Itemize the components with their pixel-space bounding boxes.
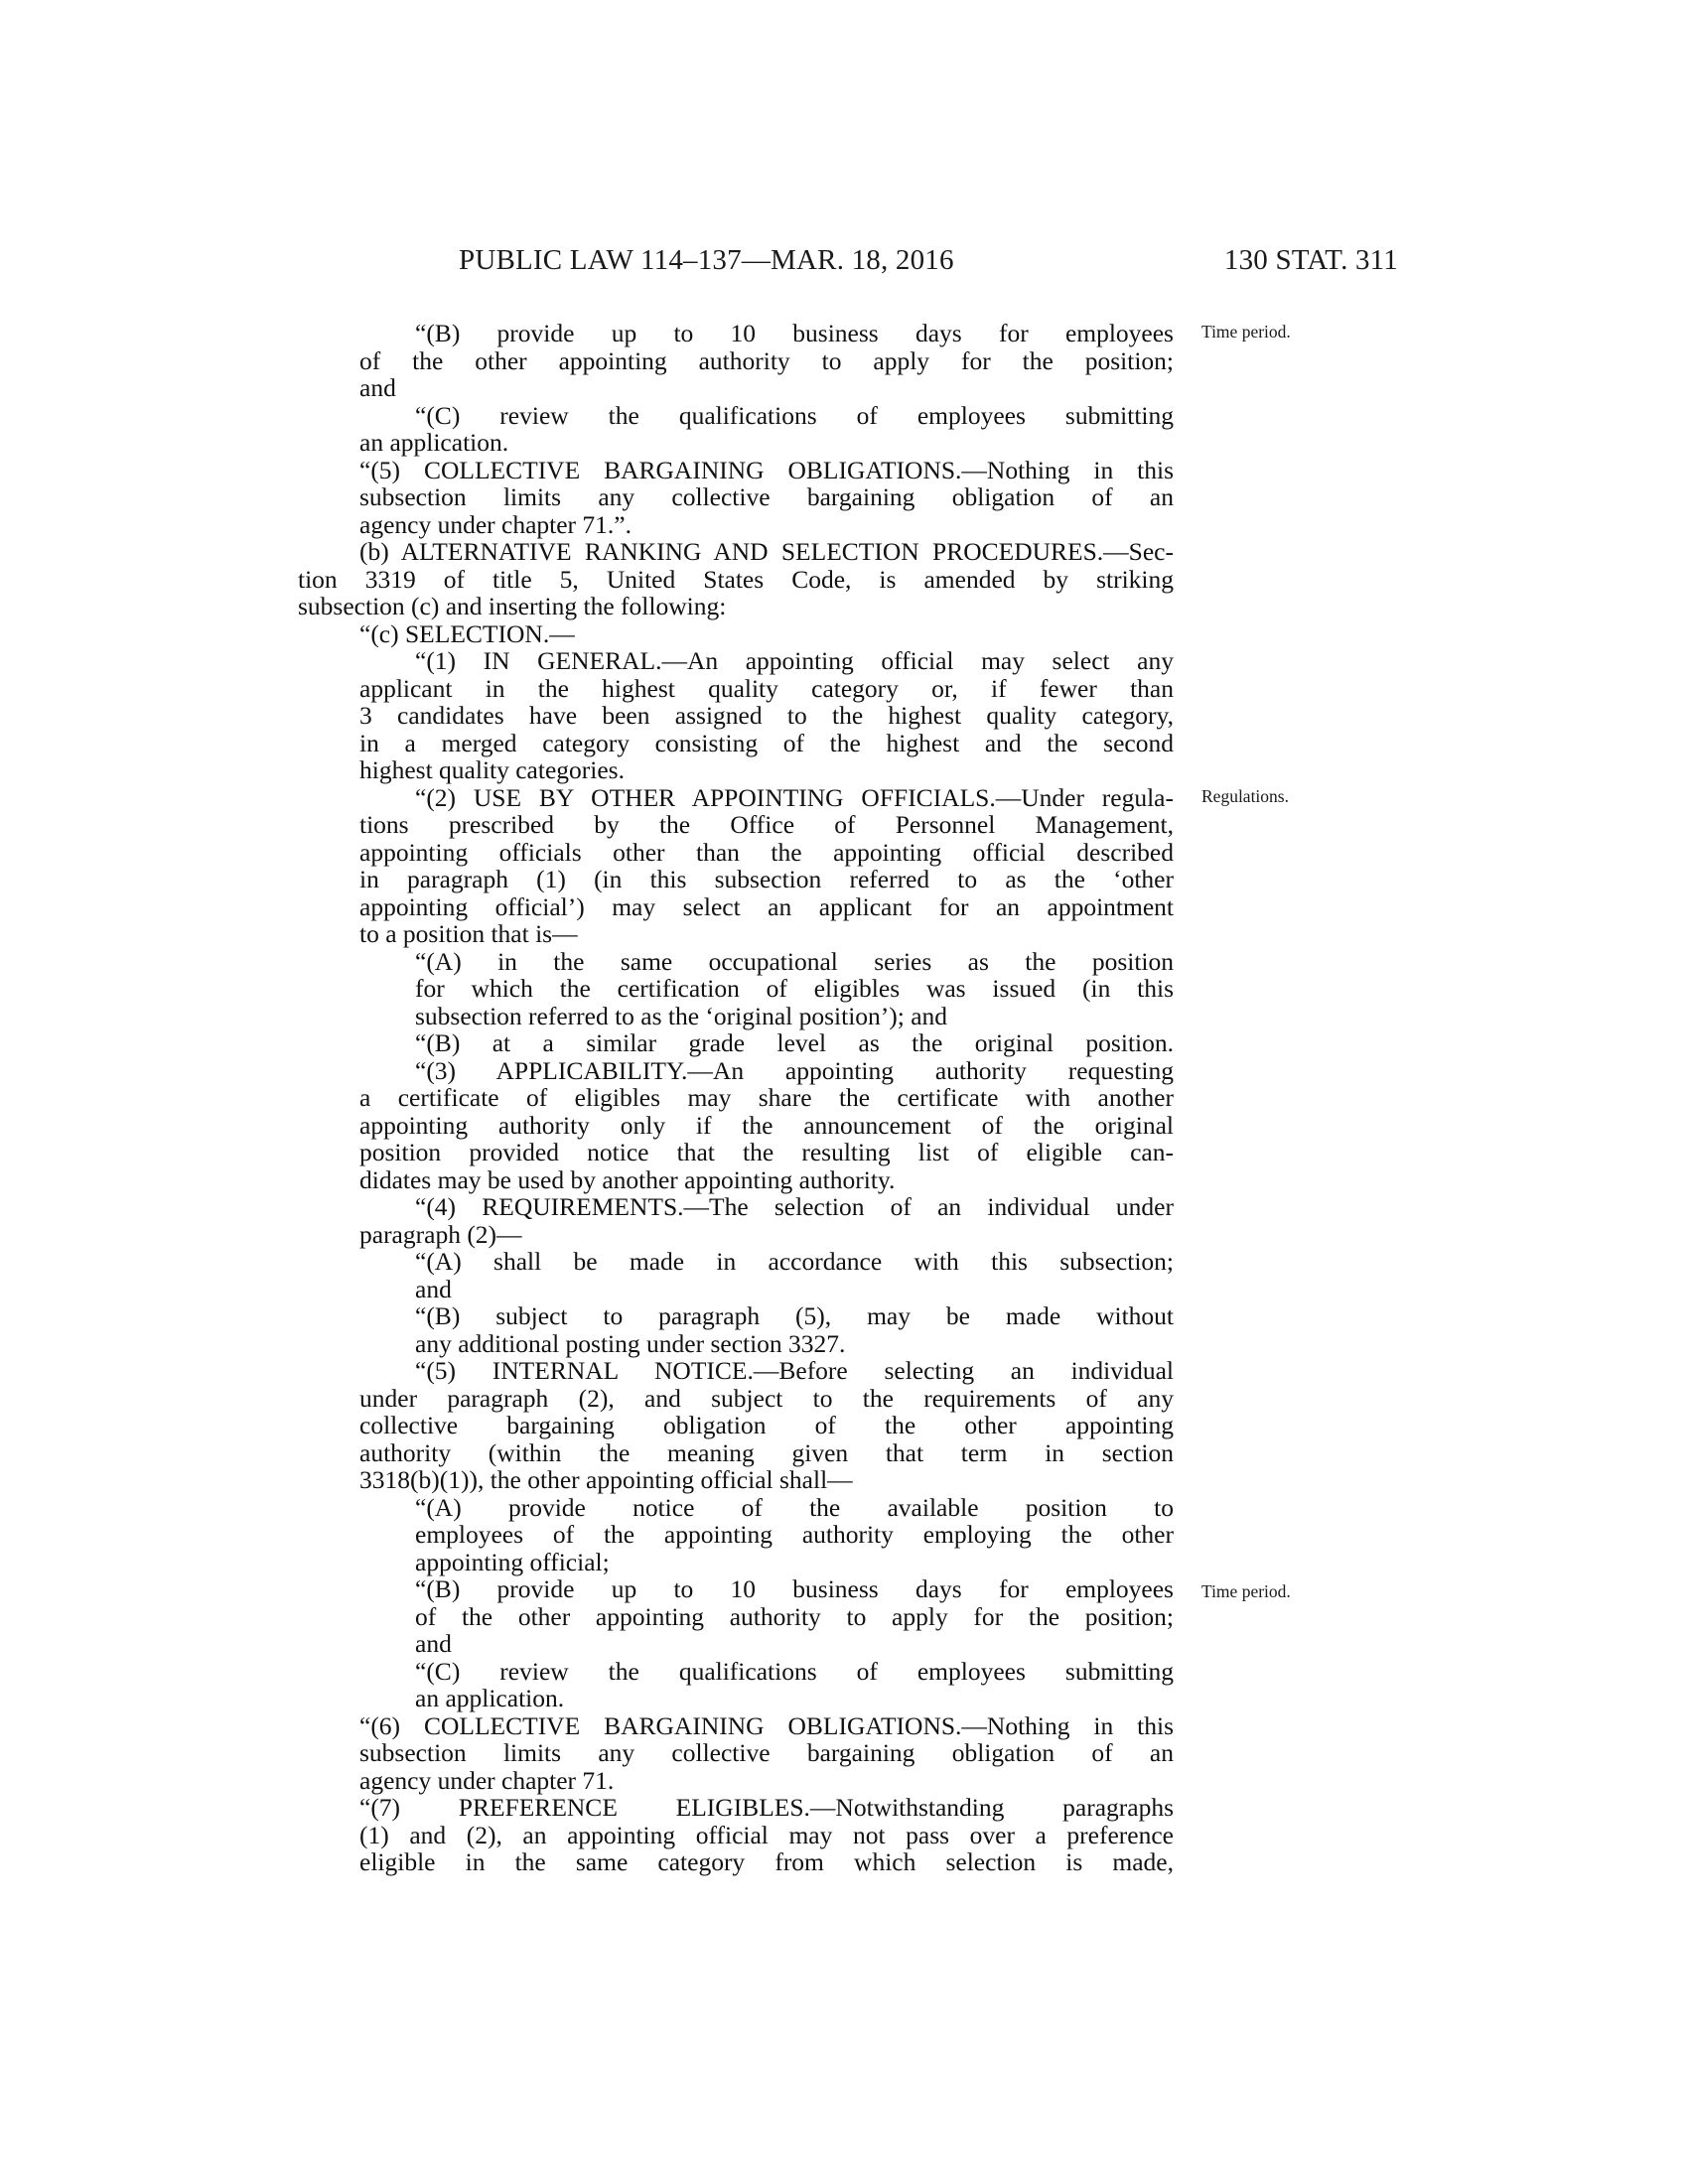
text-line: “(C) review the qualifications of employees submitting [415,1656,1174,1686]
text-line: of the other appointing authority to apply for the position; [359,345,1174,375]
text-line: “(6) COLLECTIVE BARGAINING OBLIGATIONS.—Nothing in this [359,1710,1174,1740]
text-line: “(c) SELECTION.— [359,618,575,648]
text-line: tion 3319 of title 5, United States Code, is amended by striking [298,564,1174,594]
text-line: agency under chapter 71.”. [359,509,632,539]
text-line: an application. [415,1684,565,1712]
text-line: “(A) in the same occupational series as the position [415,946,1174,976]
text-line: and [415,1629,452,1658]
running-header [298,244,1398,288]
text-line: collective bargaining obligation of the other appointing [359,1411,1174,1439]
text-line: to a position that is— [359,919,578,948]
text-line: highest quality categories. [359,755,625,784]
text-line: tions prescribed by the Office of Personnel Management, [359,810,1174,839]
text-line: any additional posting under section 3327. [415,1328,846,1358]
page-title: PUBLIC LAW 114–137—MAR. 18, 2016 [459,244,954,276]
text-line: “(3) APPLICABILITY.—An appointing authority requesting [415,1055,1174,1085]
text-line: “(2) USE BY OTHER APPOINTING OFFICIALS.—Under regula- [415,782,1174,812]
text-line: “(B) at a similar grade level as the original position. [415,1028,1174,1057]
text-line: employees of the appointing authority employing the other [415,1520,1174,1549]
text-line: paragraph (2)— [359,1219,522,1249]
text-line: eligible in the same category from which selection is made, [359,1847,1174,1876]
text-line: “(1) IN GENERAL.—An appointing official may select any [415,646,1174,675]
text-line: a certificate of eligibles may share the certificate with another [359,1083,1174,1112]
text-line: an application. [359,428,509,457]
text-line: “(B) provide up to 10 business days for employees [415,319,1174,347]
text-line: and [415,1274,452,1303]
text-line: appointing official; [415,1547,610,1576]
text-line: 3318(b)(1)), the other appointing official shall— [359,1465,853,1494]
text-line: for which the certification of eligibles was issued (in this [415,974,1174,1003]
statute-text [298,320,1174,1876]
margin-note-time-period: Time period. [1201,1581,1291,1601]
text-line: and [359,373,396,402]
text-line: appointing official’) may select an applicant for an appointment [359,891,1174,921]
text-line: subsection limits any collective bargaining obligation of an [359,482,1174,511]
text-line: position provided notice that the resulting list of eligible can- [359,1138,1174,1166]
text-line: “(B) provide up to 10 business days for employees [415,1574,1174,1603]
text-line: appointing officials other than the appointing official described [359,837,1174,867]
text-line: applicant in the highest quality category or, if fewer than [359,673,1174,703]
margin-note-regulations: Regulations. [1201,786,1289,806]
text-line: in a merged category consisting of the highest and the second [359,728,1174,757]
text-line: “(B) subject to paragraph (5), may be made without [415,1301,1174,1330]
text-line: appointing authority only if the announcement of the original [359,1110,1174,1140]
text-line: subsection limits any collective bargaining obligation of an [359,1738,1174,1767]
text-line: of the other appointing authority to apply for the position; [415,1601,1174,1631]
text-line: subsection referred to as the ‘original position’); and [415,1001,948,1030]
text-line: “(4) REQUIREMENTS.—The selection of an individual under [415,1192,1174,1221]
text-line: subsection (c) and inserting the following: [298,592,727,620]
text-line: 3 candidates have been assigned to the highest quality category, [359,701,1174,730]
text-line: agency under chapter 71. [359,1765,615,1795]
text-line: under paragraph (2), and subject to the requirements of any [359,1383,1174,1413]
text-line: “(5) INTERNAL NOTICE.—Before selecting an individual [415,1356,1174,1385]
text-line: in paragraph (1) (in this subsection referred to as the ‘other [359,865,1174,893]
text-line: authority (within the meaning given that term in section [359,1437,1174,1467]
text-line: “(A) provide notice of the available position to [415,1492,1174,1522]
text-line: (1) and (2), an appointing official may not pass over a preference [359,1820,1174,1849]
text-line: “(5) COLLECTIVE BARGAINING OBLIGATIONS.—Nothing in this [359,455,1174,484]
text-line: “(C) review the qualifications of employees submitting [415,400,1174,430]
margin-note-time-period: Time period. [1201,322,1291,341]
text-line: didates may be used by another appointing authority. [359,1164,896,1194]
text-line: “(A) shall be made in accordance with this subsection; [415,1247,1174,1276]
statute-page-number: 130 STAT. 311 [1223,244,1398,276]
text-line: (b) ALTERNATIVE RANKING AND SELECTION PROCEDURES.—Sec- [359,537,1174,566]
text-line: “(7) PREFERENCE ELIGIBLES.—Notwithstanding paragraphs [359,1793,1174,1822]
